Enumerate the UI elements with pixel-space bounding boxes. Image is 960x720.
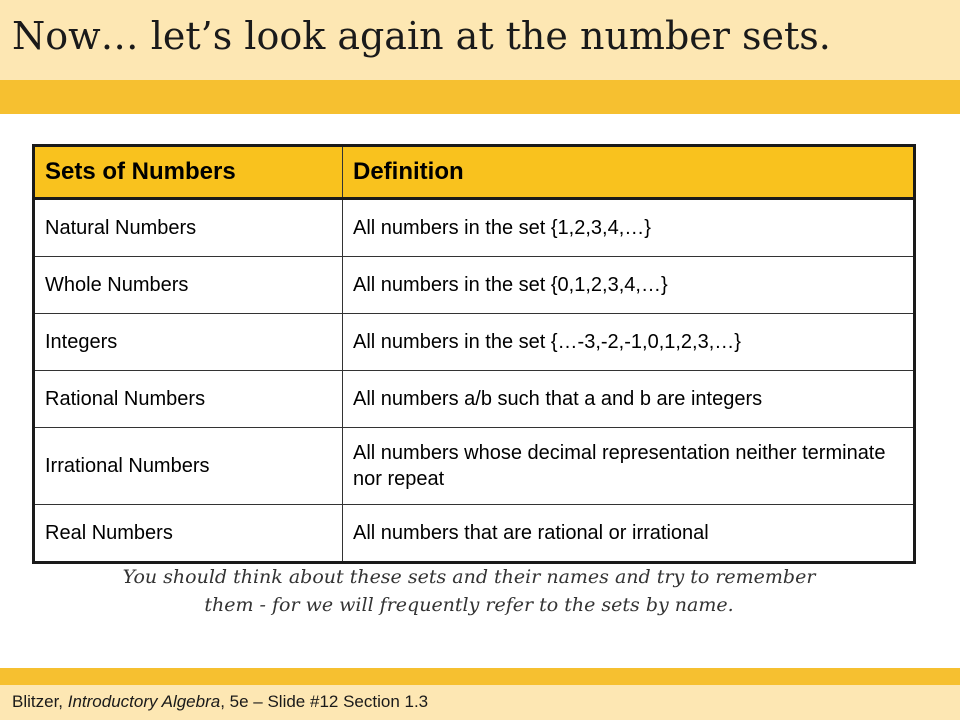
table-row: [34, 199, 915, 257]
footer-author: Blitzer,: [12, 692, 68, 711]
definition-cell: All numbers in the set {1,2,3,4,…}: [343, 199, 915, 257]
definition-cell: All numbers that are rational or irrational: [343, 505, 915, 563]
definition-cell: All numbers a/b such that a and b are integers: [343, 371, 915, 428]
table-row: [34, 505, 915, 563]
table-header-row: [34, 146, 915, 199]
table-row: [34, 257, 915, 314]
definition-cell: All numbers in the set {0,1,2,3,4,…}: [343, 257, 915, 314]
definition-cell: All numbers whose decimal representation neither terminate nor repeat: [343, 428, 915, 505]
study-note: [60, 563, 878, 619]
header-sets-of-numbers: Sets of Numbers: [34, 146, 343, 199]
footer-slide-info: , 5e – Slide #12 Section 1.3: [220, 692, 429, 711]
footer-accent-bar: [0, 668, 960, 685]
slide-title: Now… let’s look again at the number sets.: [12, 14, 831, 58]
table-row: [34, 371, 915, 428]
study-note-line-2: them - for we will frequently refer to the sets by name.: [204, 594, 734, 616]
set-name-cell: Rational Numbers: [34, 371, 343, 428]
set-name-cell: Irrational Numbers: [34, 428, 343, 505]
header-definition: Definition: [343, 146, 915, 199]
set-name-cell: Natural Numbers: [34, 199, 343, 257]
definition-cell: All numbers in the set {…-3,-2,-1,0,1,2,3,…}: [343, 314, 915, 371]
set-name-cell: Whole Numbers: [34, 257, 343, 314]
set-name-cell: Real Numbers: [34, 505, 343, 563]
table-row: [34, 428, 915, 505]
number-sets-table: [32, 144, 916, 564]
footer-book-title: Introductory Algebra: [67, 692, 221, 711]
study-note-line-1: You should think about these sets and their names and try to remember: [122, 566, 816, 588]
slide-footer: [12, 692, 428, 712]
table-row: [34, 314, 915, 371]
set-name-cell: Integers: [34, 314, 343, 371]
title-accent-bar: [0, 80, 960, 114]
